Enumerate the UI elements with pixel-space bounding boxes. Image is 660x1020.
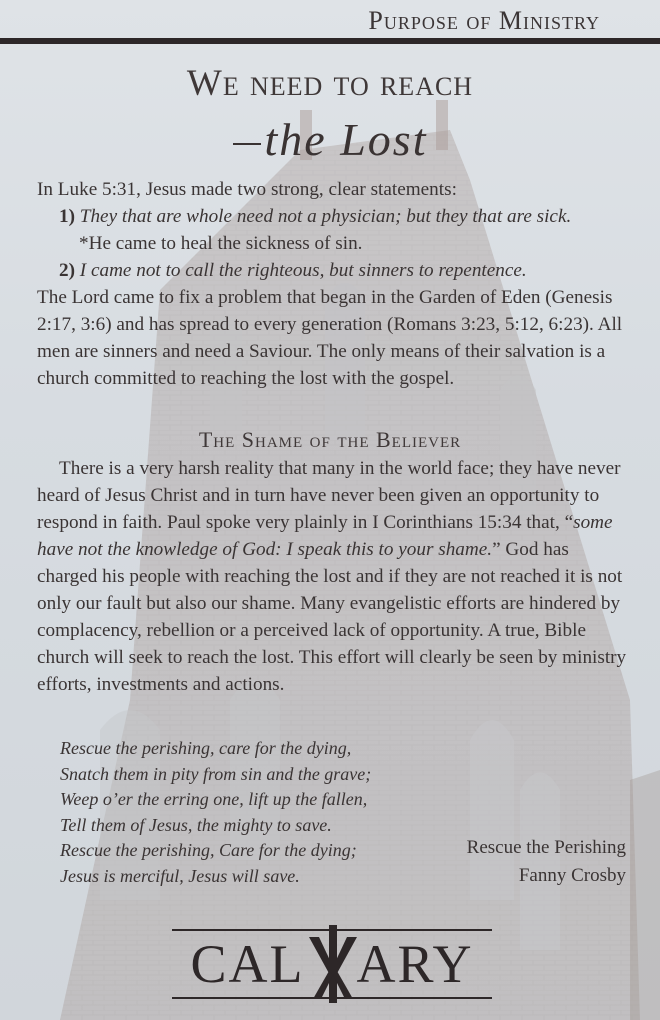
logo-rule-bottom	[172, 997, 492, 999]
hymn-author: Fanny Crosby	[518, 865, 626, 886]
section-title: The Shame of the Believer	[198, 427, 462, 452]
script-title-text: the Lost	[264, 114, 428, 165]
intro-lead: In Luke 5:31, Jesus made two strong, clear statements:	[37, 179, 457, 200]
hymn-attribution	[467, 834, 626, 890]
script-title	[0, 113, 660, 166]
point-2-text: I came not to call the righteous, but sinners to repentence.	[79, 260, 527, 281]
point-1-text: They that are whole need not a physician; but they that are sick.	[79, 206, 572, 227]
logo-text-right: ARY	[356, 934, 474, 994]
shame-text-part2: ” God has charged his people with reaching the lost and if they are not reached it is not only our fault but also our shame. Many evangelistic efforts are hindered by complacency, rebellion or a perceived lack of opportunity. A true, Bible church will seek to reach the lost. This effort will clearly be seen by ministry efforts, investments and actions.	[37, 539, 627, 695]
hymn-poem	[60, 736, 420, 889]
logo-text-left: CAL	[190, 934, 305, 994]
headline: We need to reach	[186, 63, 474, 104]
header-rule	[0, 38, 660, 44]
point-1	[37, 203, 629, 230]
poem-line: Snatch them in pity from sin and the grave;	[60, 763, 372, 784]
poem-line: Jesus is merciful, Jesus will save.	[60, 865, 300, 886]
poem-line: Weep o’er the erring one, lift up the fallen,	[60, 789, 368, 809]
poem-line: Tell them of Jesus, the mighty to save.	[60, 814, 332, 835]
point-1-number: 1)	[59, 206, 75, 227]
point-1-note: *He came to heal the sickness of sin.	[79, 233, 363, 254]
shame-paragraph	[37, 455, 629, 698]
shame-text-part1: There is a very harsh reality that many in the world face; they have never heard of Jesus Christ and in turn have never been given an opportunity to respond in faith. Paul spoke very plainly in I Corinthians 15:34 that, “	[37, 458, 621, 533]
scripture-quote: some have not the knowledge of God: I speak this to your shame.	[37, 512, 613, 560]
intro-paragraph: The Lord came to fix a problem that began in the Garden of Eden (Genesis 2:17, 3:6) and has spread to every generation (Romans 3:23, 5:12, 6:23). All men are sinners and need a Saviour. The only means of their salvation is a church committed to reaching the lost with the gospel.	[37, 287, 623, 389]
poem-line: Rescue the perishing, Care for the dying;	[60, 840, 357, 860]
point-2-number: 2)	[59, 260, 75, 281]
page-header	[0, 0, 660, 46]
intro-section	[37, 176, 629, 392]
poem-line: Rescue the perishing, care for the dying,	[60, 738, 352, 758]
flourish-divider	[233, 143, 261, 145]
point-2	[37, 257, 629, 284]
header-title: Purpose of Ministry	[368, 6, 600, 35]
hymn-title: Rescue the Perishing	[466, 837, 626, 858]
cross-nails-icon	[305, 925, 361, 1005]
calvary-logo	[172, 925, 492, 1005]
